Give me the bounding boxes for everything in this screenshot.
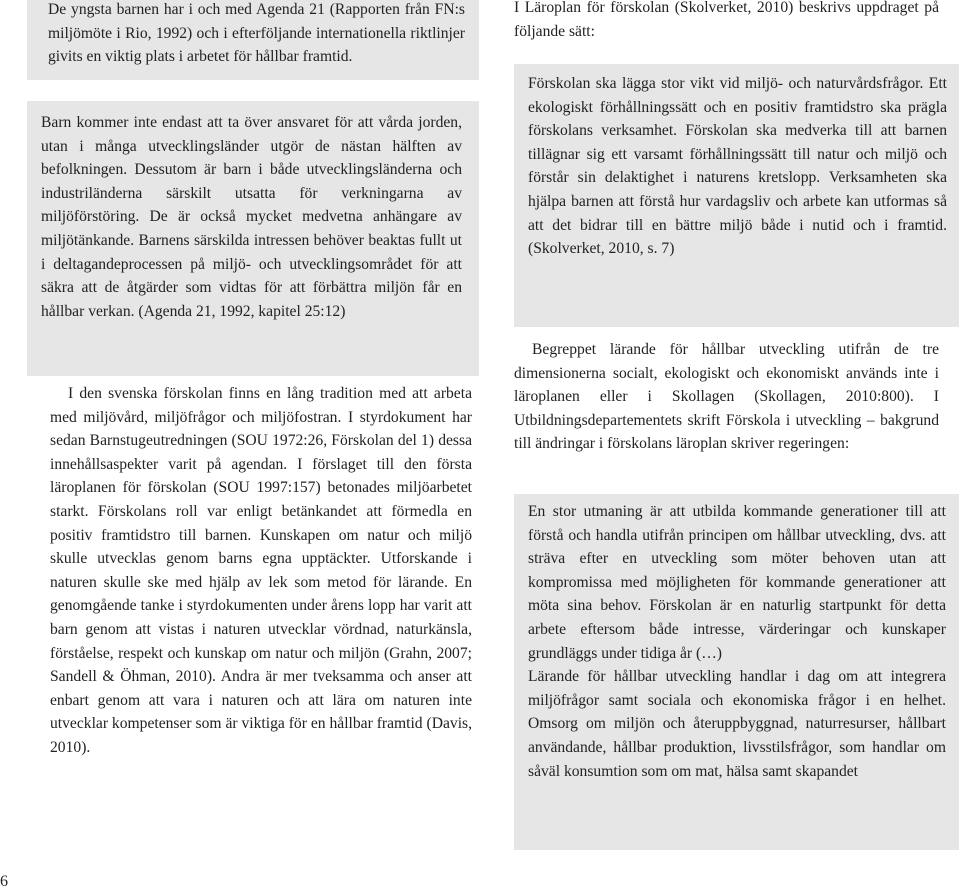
curriculum-quote-text: Förskolan ska lägga stor vikt vid miljö- och naturvårdsfrågor. Ett ekologiskt förhållningssätt och en positiv framtidstro ska prägla förskolans verksamhet. Förskolan ska medverka till att barnen tillägnar sig ett varsamt förhållningssätt till natur och miljö och förstår sin delaktighet i naturens kretslopp. Verksamheten ska hjälpa barnen att förstå hur vardagsliv och arbete kan utformas så att det bidrar till en bättre miljö både i nutid och i framtid. (Skolverket, 2010, s. 7)	[528, 75, 947, 258]
agenda-quote-text: Barn kommer inte endast att ta över ansvaret för att vårda jorden, utan i många utvecklingsländer utgör de nästan hälften av befolkningen. Dessutom är barn i både utvecklingsländerna och industriländerna särskilt utsatta för verkningarna av miljöförstöring. De är också mycket medvetna anhängare av miljötänkande. Barnens särskilda intressen behöver beaktas fullt ut i deltagandeprocessen på miljö- och utvecklingsområdet för att säkra att de åtgärder som vidtas för att förbättra miljön får en hållbar verkan. (Agenda 21, 1992, kapitel 25:12)	[41, 114, 462, 320]
agenda-intro-box	[27, 0, 479, 80]
government-quote-text	[528, 500, 946, 783]
curriculum-intro-paragraph: I Läroplan för förskolan (Skolverket, 2010) beskrivs uppdraget på följande sätt:	[514, 0, 939, 40]
government-quote-paragraph-2: Lärande för hållbar utveckling handlar i dag om att integrera miljöfrågor samt sociala och ekonomiska frågor i en helhet. Omsorg om miljön och återuppbyggnad, naturresurser, hållbart användande, hållbar produktion, livsstilsfrågor, som handlar om såväl konsumtion som om mat, hälsa samt skapandet	[528, 668, 946, 780]
government-quote-box	[514, 494, 959, 850]
right-body-paragraph: Begreppet lärande för hållbar utveckling utifrån de tre dimensionerna socialt, ekologiskt och ekonomiskt används inte i läroplanen eller i Skollagen (Skollagen, 2010:800). I Utbildningsdepartementets skrift Förskola i utveckling – bakgrund till ändringar i förskolans läroplan skriver regeringen:	[514, 341, 939, 453]
page-number: 6	[0, 873, 8, 890]
curriculum-quote-box	[514, 64, 959, 327]
government-quote-paragraph-1: En stor utmaning är att utbilda kommande generationer till att förstå och handla utifrån principen om hållbar utveckling, dvs. att sträva efter en utveckling som möter behoven utan att kompromissa med möjligheten för kommande generationer att möta sina behov. Förskolan är en naturlig startpunkt för detta arbete eftersom både intresse, värderingar och kunskaper grundläggs under tidiga år (…)	[528, 503, 946, 662]
left-body-paragraph: I den svenska förskolan finns en lång tradition med att arbeta med miljövård, miljöfrågor och miljöfostran. I styrdokument har sedan Barnstugeutredningen (SOU 1972:26, Förskolan del 1) dessa innehållsaspekter varit på agendan. I förslaget till den första läroplanen för förskolan (SOU 1997:157) betonades miljöarbetet starkt. Förskolans roll var enligt betänkandet att förmedla en positiv framtidstro till barnen. Kunskapen om natur och miljö skulle utvecklas genom barns egna upptäckter. Utforskande i naturen skulle ske med hjälp av lek som metod för lärande. En genomgående tanke i styrdokumenten under årens lopp har varit att barn genom att vistas i naturen utvecklar vördnad, naturkänsla, förståelse, respekt och kunskap om natur och miljön (Grahn, 2007; Sandell & Öhman, 2010). Andra är mer tveksamma och anser att enbart genom att vara i naturen och att lära om naturen inte utvecklar kompetenser som är viktiga för en hållbar framtid (Davis, 2010).	[50, 385, 472, 756]
agenda-quote-box	[27, 101, 479, 376]
agenda-intro-text: De yngsta barnen har i och med Agenda 21 (Rapporten från FN:s miljömöte i Rio, 1992) och i efterföljande internationella riktlinjer givits en viktig plats i arbetet för hållbar framtid.	[48, 1, 465, 66]
